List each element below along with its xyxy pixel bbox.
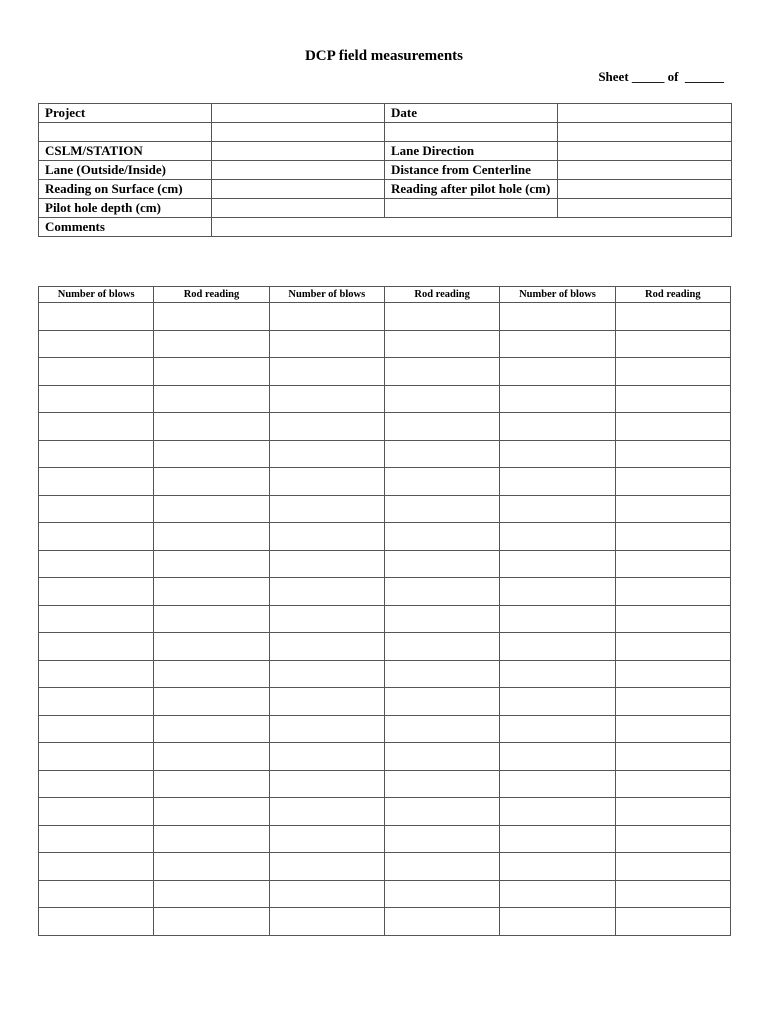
number-of-blows-cell[interactable]	[500, 853, 615, 881]
rod-reading-cell[interactable]	[615, 385, 730, 413]
distance-from-centerline-label: Distance from Centerline	[385, 161, 558, 180]
lane-direction-value-cell[interactable]	[558, 142, 732, 161]
number-of-blows-cell[interactable]	[269, 358, 384, 386]
reading-on-surface-label: Reading on Surface (cm)	[39, 180, 212, 199]
rod-reading-cell[interactable]	[154, 743, 269, 771]
number-of-blows-cell[interactable]	[39, 413, 154, 441]
rod-reading-cell[interactable]	[615, 770, 730, 798]
table-row	[39, 825, 731, 853]
rod-reading-cell[interactable]	[154, 413, 269, 441]
number-of-blows-cell[interactable]	[500, 660, 615, 688]
number-of-blows-cell[interactable]	[269, 523, 384, 551]
rod-reading-cell[interactable]	[154, 880, 269, 908]
number-of-blows-cell[interactable]	[500, 550, 615, 578]
lane-direction-label: Lane Direction	[385, 142, 558, 161]
rod-reading-cell[interactable]	[615, 468, 730, 496]
column-header: Rod reading	[154, 287, 269, 303]
number-of-blows-cell[interactable]	[39, 633, 154, 661]
table-row	[39, 303, 731, 331]
number-of-blows-cell[interactable]	[269, 853, 384, 881]
number-of-blows-cell[interactable]	[500, 413, 615, 441]
cslm-station-value-cell[interactable]	[212, 142, 385, 161]
number-of-blows-cell[interactable]	[269, 330, 384, 358]
rod-reading-cell[interactable]	[384, 853, 499, 881]
number-of-blows-cell[interactable]	[39, 660, 154, 688]
reading-after-pilot-hole-value-cell[interactable]	[558, 180, 732, 199]
table-row	[39, 523, 731, 551]
rod-reading-cell[interactable]	[615, 495, 730, 523]
measurement-table-body	[39, 303, 731, 936]
rod-reading-cell[interactable]	[154, 440, 269, 468]
rod-reading-cell[interactable]	[154, 385, 269, 413]
rod-reading-cell[interactable]	[384, 825, 499, 853]
number-of-blows-cell[interactable]	[500, 770, 615, 798]
number-of-blows-cell[interactable]	[39, 358, 154, 386]
number-of-blows-cell[interactable]	[39, 825, 154, 853]
number-of-blows-cell[interactable]	[39, 853, 154, 881]
rod-reading-cell[interactable]	[154, 825, 269, 853]
rod-reading-cell[interactable]	[384, 908, 499, 936]
column-header: Number of blows	[269, 287, 384, 303]
rod-reading-cell[interactable]	[384, 468, 499, 496]
number-of-blows-cell[interactable]	[500, 330, 615, 358]
rod-reading-cell[interactable]	[154, 770, 269, 798]
rod-reading-cell[interactable]	[154, 908, 269, 936]
table-row	[39, 798, 731, 826]
rod-reading-cell[interactable]	[154, 358, 269, 386]
lane-value-cell[interactable]	[212, 161, 385, 180]
number-of-blows-cell[interactable]	[39, 908, 154, 936]
rod-reading-cell[interactable]	[384, 605, 499, 633]
table-row	[39, 440, 731, 468]
rod-reading-cell[interactable]	[384, 413, 499, 441]
rod-reading-cell[interactable]	[154, 523, 269, 551]
number-of-blows-cell[interactable]	[269, 688, 384, 716]
number-of-blows-cell[interactable]	[39, 523, 154, 551]
rod-reading-cell[interactable]	[615, 440, 730, 468]
number-of-blows-cell[interactable]	[269, 468, 384, 496]
project-label: Project	[39, 104, 212, 123]
rod-reading-cell[interactable]	[384, 660, 499, 688]
rod-reading-cell[interactable]	[615, 880, 730, 908]
number-of-blows-cell[interactable]	[39, 468, 154, 496]
number-of-blows-cell[interactable]	[269, 825, 384, 853]
number-of-blows-cell[interactable]	[39, 688, 154, 716]
table-row	[39, 743, 731, 771]
rod-reading-cell[interactable]	[615, 330, 730, 358]
blank-label-cell[interactable]	[385, 123, 558, 142]
number-of-blows-cell[interactable]	[39, 743, 154, 771]
table-row	[39, 358, 731, 386]
rod-reading-cell[interactable]	[615, 715, 730, 743]
number-of-blows-cell[interactable]	[500, 798, 615, 826]
lane-label: Lane (Outside/Inside)	[39, 161, 212, 180]
number-of-blows-cell[interactable]	[269, 303, 384, 331]
pilot-hole-depth-label: Pilot hole depth (cm)	[39, 199, 212, 218]
table-row	[39, 715, 731, 743]
table-row	[39, 495, 731, 523]
rod-reading-cell[interactable]	[384, 523, 499, 551]
number-of-blows-cell[interactable]	[500, 440, 615, 468]
rod-reading-cell[interactable]	[615, 798, 730, 826]
pilot-hole-depth-value-cell[interactable]	[212, 199, 385, 218]
number-of-blows-cell[interactable]	[269, 633, 384, 661]
measurement-table	[38, 286, 731, 936]
table-row	[39, 880, 731, 908]
rod-reading-cell[interactable]	[384, 880, 499, 908]
rod-reading-cell[interactable]	[384, 550, 499, 578]
rod-reading-cell[interactable]	[384, 743, 499, 771]
rod-reading-cell[interactable]	[154, 853, 269, 881]
comments-value-cell[interactable]	[212, 218, 732, 237]
rod-reading-cell[interactable]	[384, 633, 499, 661]
number-of-blows-cell[interactable]	[500, 385, 615, 413]
rod-reading-cell[interactable]	[154, 550, 269, 578]
number-of-blows-cell[interactable]	[500, 605, 615, 633]
comments-label: Comments	[39, 218, 212, 237]
number-of-blows-cell[interactable]	[39, 495, 154, 523]
number-of-blows-cell[interactable]	[269, 385, 384, 413]
number-of-blows-cell[interactable]	[269, 550, 384, 578]
date-label: Date	[385, 104, 558, 123]
number-of-blows-cell[interactable]	[500, 908, 615, 936]
number-of-blows-cell[interactable]	[500, 743, 615, 771]
table-row	[39, 550, 731, 578]
date-value-cell[interactable]	[558, 104, 732, 123]
rod-reading-cell[interactable]	[154, 798, 269, 826]
table-row	[39, 413, 731, 441]
number-of-blows-cell[interactable]	[39, 330, 154, 358]
number-of-blows-cell[interactable]	[39, 303, 154, 331]
rod-reading-cell[interactable]	[615, 413, 730, 441]
number-of-blows-cell[interactable]	[39, 550, 154, 578]
rod-reading-cell[interactable]	[615, 908, 730, 936]
column-header: Rod reading	[384, 287, 499, 303]
number-of-blows-cell[interactable]	[269, 660, 384, 688]
number-of-blows-cell[interactable]	[269, 908, 384, 936]
column-header: Rod reading	[615, 287, 730, 303]
number-of-blows-cell[interactable]	[500, 303, 615, 331]
number-of-blows-cell[interactable]	[39, 715, 154, 743]
project-value-cell[interactable]	[212, 104, 385, 123]
rod-reading-cell[interactable]	[615, 633, 730, 661]
number-of-blows-cell[interactable]	[269, 770, 384, 798]
sheet-number-field[interactable]: Sheet _____ of ______	[598, 69, 724, 84]
rod-reading-cell[interactable]	[154, 688, 269, 716]
rod-reading-cell[interactable]	[154, 605, 269, 633]
number-of-blows-cell[interactable]	[269, 495, 384, 523]
number-of-blows-cell[interactable]	[269, 743, 384, 771]
rod-reading-cell[interactable]	[384, 495, 499, 523]
rod-reading-cell[interactable]	[384, 385, 499, 413]
number-of-blows-cell[interactable]	[39, 385, 154, 413]
number-of-blows-cell[interactable]	[39, 605, 154, 633]
number-of-blows-cell[interactable]	[500, 578, 615, 606]
rod-reading-cell[interactable]	[154, 660, 269, 688]
number-of-blows-cell[interactable]	[500, 825, 615, 853]
column-header: Number of blows	[39, 287, 154, 303]
rod-reading-cell[interactable]	[615, 303, 730, 331]
number-of-blows-cell[interactable]	[269, 605, 384, 633]
reading-after-pilot-hole-label: Reading after pilot hole (cm)	[385, 180, 558, 199]
reading-on-surface-value-cell[interactable]	[212, 180, 385, 199]
rod-reading-cell[interactable]	[154, 303, 269, 331]
rod-reading-cell[interactable]	[384, 578, 499, 606]
table-row	[39, 688, 731, 716]
rod-reading-cell[interactable]	[384, 330, 499, 358]
rod-reading-cell[interactable]	[615, 358, 730, 386]
rod-reading-cell[interactable]	[384, 688, 499, 716]
number-of-blows-cell[interactable]	[269, 715, 384, 743]
number-of-blows-cell[interactable]	[500, 523, 615, 551]
rod-reading-cell[interactable]	[384, 303, 499, 331]
rod-reading-cell[interactable]	[615, 550, 730, 578]
number-of-blows-cell[interactable]	[39, 770, 154, 798]
rod-reading-cell[interactable]	[384, 770, 499, 798]
rod-reading-cell[interactable]	[615, 523, 730, 551]
project-info-table	[38, 103, 732, 237]
number-of-blows-cell[interactable]	[500, 633, 615, 661]
pilot-hole-extra-cell[interactable]	[385, 199, 558, 218]
table-row	[39, 468, 731, 496]
number-of-blows-cell[interactable]	[500, 495, 615, 523]
number-of-blows-cell[interactable]	[500, 880, 615, 908]
cslm-station-label: CSLM/STATION	[39, 142, 212, 161]
rod-reading-cell[interactable]	[154, 495, 269, 523]
table-row	[39, 660, 731, 688]
rod-reading-cell[interactable]	[154, 468, 269, 496]
table-row	[39, 853, 731, 881]
rod-reading-cell[interactable]	[615, 578, 730, 606]
table-row	[39, 770, 731, 798]
number-of-blows-cell[interactable]	[269, 880, 384, 908]
number-of-blows-cell[interactable]	[39, 880, 154, 908]
rod-reading-cell[interactable]	[384, 440, 499, 468]
rod-reading-cell[interactable]	[384, 798, 499, 826]
rod-reading-cell[interactable]	[615, 743, 730, 771]
blank-label-cell[interactable]	[39, 123, 212, 142]
pilot-hole-extra-cell[interactable]	[558, 199, 732, 218]
number-of-blows-cell[interactable]	[269, 440, 384, 468]
number-of-blows-cell[interactable]	[500, 468, 615, 496]
rod-reading-cell[interactable]	[384, 358, 499, 386]
rod-reading-cell[interactable]	[154, 330, 269, 358]
rod-reading-cell[interactable]	[154, 715, 269, 743]
distance-from-centerline-value-cell[interactable]	[558, 161, 732, 180]
table-row	[39, 330, 731, 358]
rod-reading-cell[interactable]	[154, 578, 269, 606]
rod-reading-cell[interactable]	[615, 688, 730, 716]
number-of-blows-cell[interactable]	[39, 440, 154, 468]
rod-reading-cell[interactable]	[615, 660, 730, 688]
number-of-blows-cell[interactable]	[269, 798, 384, 826]
column-header: Number of blows	[500, 287, 615, 303]
number-of-blows-cell[interactable]	[269, 413, 384, 441]
rod-reading-cell[interactable]	[615, 605, 730, 633]
number-of-blows-cell[interactable]	[500, 715, 615, 743]
number-of-blows-cell[interactable]	[500, 688, 615, 716]
number-of-blows-cell[interactable]	[500, 358, 615, 386]
blank-value-cell[interactable]	[558, 123, 732, 142]
rod-reading-cell[interactable]	[384, 715, 499, 743]
table-row	[39, 633, 731, 661]
table-row	[39, 578, 731, 606]
table-row	[39, 385, 731, 413]
form-title: DCP field measurements	[304, 48, 464, 64]
blank-value-cell[interactable]	[212, 123, 385, 142]
number-of-blows-cell[interactable]	[269, 578, 384, 606]
rod-reading-cell[interactable]	[615, 853, 730, 881]
rod-reading-cell[interactable]	[154, 633, 269, 661]
table-row	[39, 908, 731, 936]
number-of-blows-cell[interactable]	[39, 578, 154, 606]
table-row	[39, 605, 731, 633]
rod-reading-cell[interactable]	[615, 825, 730, 853]
number-of-blows-cell[interactable]	[39, 798, 154, 826]
